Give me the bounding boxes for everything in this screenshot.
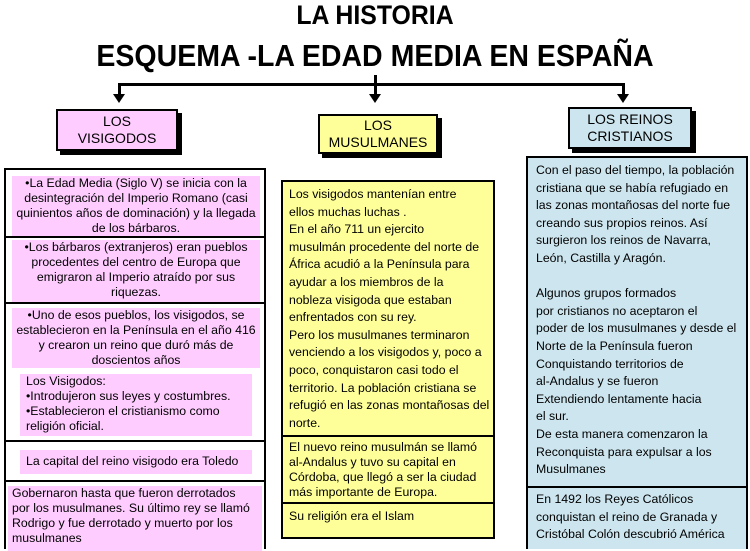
arrow-left bbox=[113, 94, 125, 103]
text-line: Gobernaron hasta que fueron derrotados bbox=[12, 486, 236, 500]
text-line: Rodrigo y fue derrotado y muerto por los bbox=[12, 516, 233, 530]
title-line-2: ESQUEMA -LA EDAD MEDIA EN ESPAÑA bbox=[96, 38, 654, 73]
header-musulmanes-line2: MUSULMANES bbox=[328, 134, 428, 150]
musulmanes-box-conquest bbox=[289, 186, 493, 438]
text-line: creando sus propios reinos. Así bbox=[536, 215, 708, 230]
connector-horizontal bbox=[118, 83, 625, 86]
reinos-box-1492 bbox=[536, 491, 748, 549]
header-reinos-line2: CRISTIANOS bbox=[587, 128, 673, 144]
visigodos-box-capital bbox=[20, 450, 252, 474]
text-line: El nuevo reino musulmán se llamó bbox=[289, 440, 477, 454]
text-line: •Los bárbaros (extranjeros) eran pueblos bbox=[24, 240, 248, 254]
text-line: procedentes del centro de Europa que bbox=[31, 255, 241, 269]
text-line: •Introdujeron sus leyes y costumbres. bbox=[26, 389, 231, 403]
header-reinos-line1: LOS REINOS bbox=[587, 111, 673, 127]
text-line: al-Andalus y se fueron bbox=[536, 374, 659, 389]
text-line: emigraron al Imperio atraído por sus bbox=[36, 270, 236, 284]
header-reinos bbox=[568, 107, 692, 149]
text-line: surgieron los reinos de Navarra, bbox=[536, 233, 711, 248]
text-line: Extendiendo lentamente hacia bbox=[536, 391, 702, 406]
text-line: De esta manera comenzaron la bbox=[536, 426, 708, 441]
text-line: norte. bbox=[289, 415, 321, 430]
text-line: más importante de Europa. bbox=[289, 485, 438, 499]
text-line: el sur. bbox=[536, 409, 569, 424]
text-line: nobleza visigoda que estaban bbox=[289, 292, 452, 307]
arrow-right bbox=[617, 94, 629, 103]
text-line: En 1492 los Reyes Católicos bbox=[536, 492, 694, 506]
text-line: Pero los musulmanes terminaron bbox=[289, 327, 470, 342]
text-line: La capital del reino visigodo era Toledo bbox=[26, 454, 239, 468]
text-line: doscientos años bbox=[91, 353, 181, 367]
divider bbox=[6, 302, 264, 304]
text-line: poco, conquistaron casi todo el bbox=[289, 362, 459, 377]
text-line: desintegración del Imperio Romano (casi bbox=[24, 191, 248, 205]
text-line: Córdoba, que llegó a ser la ciudad bbox=[289, 470, 477, 484]
musulmanes-box-religion bbox=[289, 509, 493, 529]
text-line: Con el paso del tiempo, la población bbox=[536, 163, 735, 177]
text-line: por cristianos no aceptaron el bbox=[536, 303, 698, 318]
text-line: cristiana que se había refugiado en bbox=[536, 180, 729, 195]
text-line: Cristóbal Colón descubrió América bbox=[536, 527, 725, 542]
text-line: •La Edad Media (Siglo V) se inicia con la bbox=[25, 176, 247, 190]
text-line: Los visigodos mantenían entre bbox=[289, 187, 457, 201]
text-line: Los Visigodos: bbox=[26, 374, 106, 388]
title-line-1: LA HISTORIA bbox=[296, 0, 454, 30]
text-line: riquezas. bbox=[111, 285, 161, 299]
text-line: Algunos grupos formados bbox=[536, 286, 677, 301]
header-visigodos-line2: VISIGODOS bbox=[77, 130, 157, 146]
text-line: quinientos años de dominación) y la llegada bbox=[16, 206, 256, 220]
text-line: Conquistando territorios de bbox=[536, 356, 684, 371]
text-line: las zonas montañosas del norte fue bbox=[536, 198, 731, 213]
text-line bbox=[536, 268, 748, 286]
text-line: conquistan el reino de Granada y bbox=[536, 509, 718, 524]
visigodos-box-contributions bbox=[20, 374, 252, 436]
text-line: de los bárbaros. bbox=[91, 221, 181, 235]
divider bbox=[6, 480, 264, 482]
text-line: venciendo a los visigodos y, poco a bbox=[289, 345, 482, 360]
visigodos-box-barbaros bbox=[12, 240, 260, 302]
visigodos-column bbox=[4, 168, 266, 549]
text-line: Reconquista para expulsar a los bbox=[536, 444, 712, 459]
text-line: ayudar a los miembros de la bbox=[289, 274, 444, 289]
text-line: refugió en las zonas montañosas del bbox=[289, 398, 490, 413]
text-line: territorio. La población cristiana se bbox=[289, 380, 477, 395]
divider bbox=[6, 440, 264, 442]
visigodos-box-origin bbox=[12, 176, 260, 236]
header-visigodos-line1: LOS bbox=[102, 113, 131, 129]
text-line: musulmanes bbox=[12, 531, 82, 545]
reinos-box-reconquista bbox=[536, 162, 748, 486]
text-line: enfrentados con su rey. bbox=[289, 310, 417, 325]
text-line: y crearon un reino que duró más de bbox=[38, 338, 234, 352]
text-line: •Establecieron el cristianismo como bbox=[26, 404, 220, 418]
header-visigodos bbox=[56, 109, 178, 151]
visigodos-box-defeat bbox=[8, 486, 262, 551]
text-line: África acudió a la Península para bbox=[289, 257, 470, 272]
text-line: establecieron en la Península en el año 416 bbox=[16, 323, 256, 337]
arrow-middle bbox=[369, 94, 381, 103]
divider bbox=[6, 236, 264, 238]
musulmanes-column bbox=[281, 180, 495, 539]
text-line: musulmán procedente del norte de bbox=[289, 239, 480, 254]
reinos-column bbox=[526, 156, 748, 549]
header-musulmanes bbox=[318, 114, 438, 154]
header-musulmanes-line1: LOS bbox=[363, 117, 392, 133]
divider bbox=[283, 435, 493, 437]
text-line: poder de los musulmanes y desde el bbox=[536, 321, 737, 336]
text-line: religión oficial. bbox=[26, 419, 104, 433]
text-line: al-Andalus y tuvo su capital en bbox=[289, 455, 456, 469]
divider bbox=[283, 502, 493, 504]
divider bbox=[528, 486, 746, 488]
text-line: •Uno de esos pueblos, los visigodos, se bbox=[27, 308, 245, 322]
text-line: ellos muchas luchas . bbox=[289, 204, 407, 219]
text-line: Su religión era el Islam bbox=[289, 509, 415, 523]
musulmanes-box-al-andalus bbox=[289, 440, 493, 502]
text-line: León, Castilla y Aragón. bbox=[536, 250, 666, 265]
text-line: por los musulmanes. Su último rey se llamó bbox=[12, 501, 250, 515]
text-line: Norte de la Península fueron bbox=[536, 338, 693, 353]
text-line: Musulmanes bbox=[536, 462, 606, 477]
text-line: En el año 711 un ejercito bbox=[289, 222, 425, 237]
visigodos-box-settlement bbox=[12, 308, 260, 368]
